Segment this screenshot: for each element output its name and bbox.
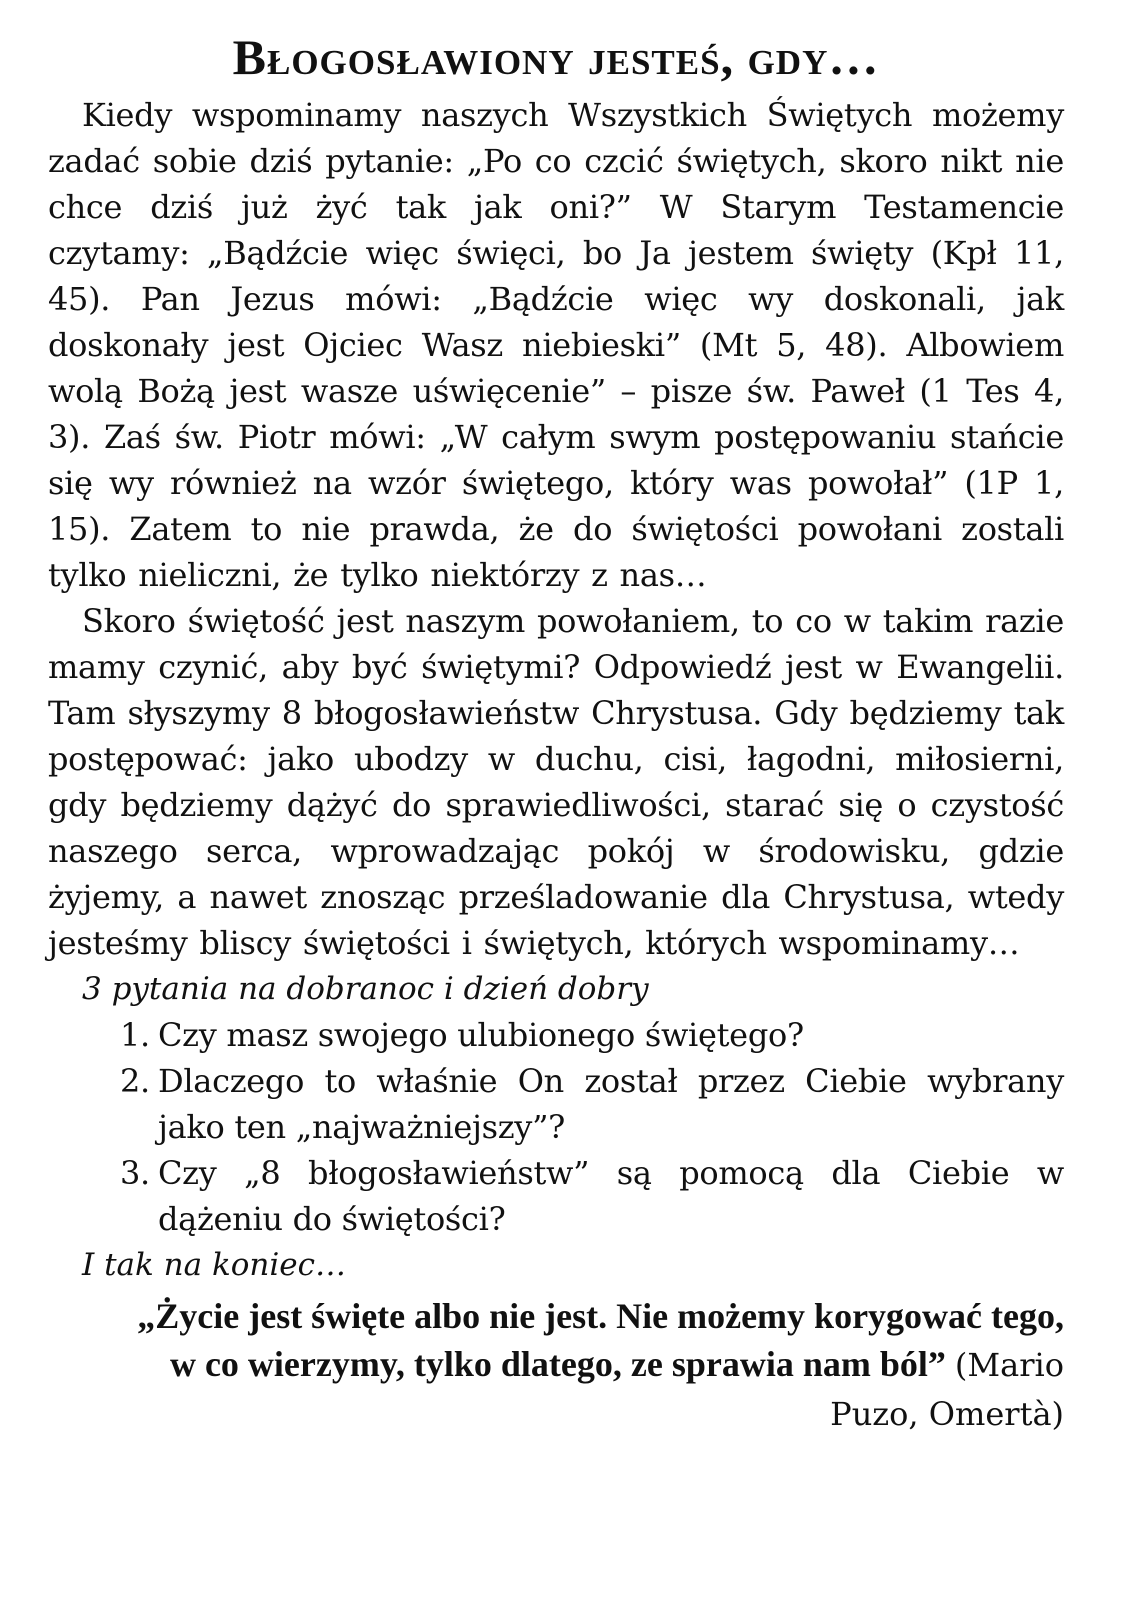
question-item <box>120 1058 1064 1150</box>
question-text: Czy masz swojego ulubionego świętego? <box>158 1016 804 1054</box>
closing-quote <box>108 1292 1064 1438</box>
ending-heading: I tak na koniec… <box>82 1247 347 1283</box>
paragraph-1: Kiedy wspominamy naszych Wszystkich Świętych możemy zadać sobie dziś pytanie: „Po co czcić świętych, skoro nikt nie chce dziś już żyć tak jak oni?” W Starym Testamencie czytamy: „Bądźcie więc święci, bo Ja jestem święty (Kpł 11, 45). Pan Jezus mówi: „Bądźcie więc wy doskonali, jak doskonały jest Ojciec Wasz niebieski” (Mt 5, 48). Albowiem wolą Bożą jest wasze uświęcenie” – pisze św. Paweł (1 Tes 4, 3). Zaś św. Piotr mówi: „W całym swym postępowaniu stańcie się wy również na wzór świętego, który was powołał” (1P 1, 15). Zatem to nie prawda, że do świętości powołani zostali tylko nieliczni, że tylko niektórzy z nas… <box>48 96 1064 594</box>
questions-heading: 3 pytania na dobranoc i dzień dobry <box>82 971 649 1007</box>
quote-text: „Życie jest święte albo nie jest. Nie możemy korygować tego, w co wierzymy, tylko dlatego, ze sprawia nam ból” <box>137 1296 1064 1384</box>
questions-list <box>48 1012 1064 1242</box>
paragraph-2: Skoro świętość jest naszym powołaniem, to co w takim razie mamy czynić, aby być świętymi? Odpowiedź jest w Ewangelii. Tam słyszymy 8 błogosławieństw Chrystusa. Gdy będziemy tak postępować: jako ubodzy w duchu, cisi, łagodni, miłosierni, gdy będziemy dążyć do sprawiedliwości, starać się o czystość naszego serca, wprowadzając pokój w środowisku, gdzie żyjemy, a nawet znosząc prześladowanie dla Chrystusa, wtedy jesteśmy bliscy świętości i świętych, których wspominamy… <box>48 602 1064 962</box>
question-text: Czy „8 błogosławieństw” są pomocą dla Ciebie w dążeniu do świętości? <box>158 1154 1064 1238</box>
question-item <box>120 1012 1064 1058</box>
document-title: Błogosławiony jesteś, gdy… <box>232 29 880 85</box>
question-number: 2. <box>120 1062 150 1100</box>
question-item <box>120 1150 1064 1242</box>
question-text: Dlaczego to właśnie On został przez Ciebie wybrany jako ten „najważniejszy”? <box>158 1062 1064 1146</box>
question-number: 3. <box>120 1154 150 1192</box>
quote-source: (Mario Puzo, Omertà) <box>830 1346 1064 1433</box>
document-page <box>48 26 1064 1438</box>
question-number: 1. <box>120 1016 150 1054</box>
